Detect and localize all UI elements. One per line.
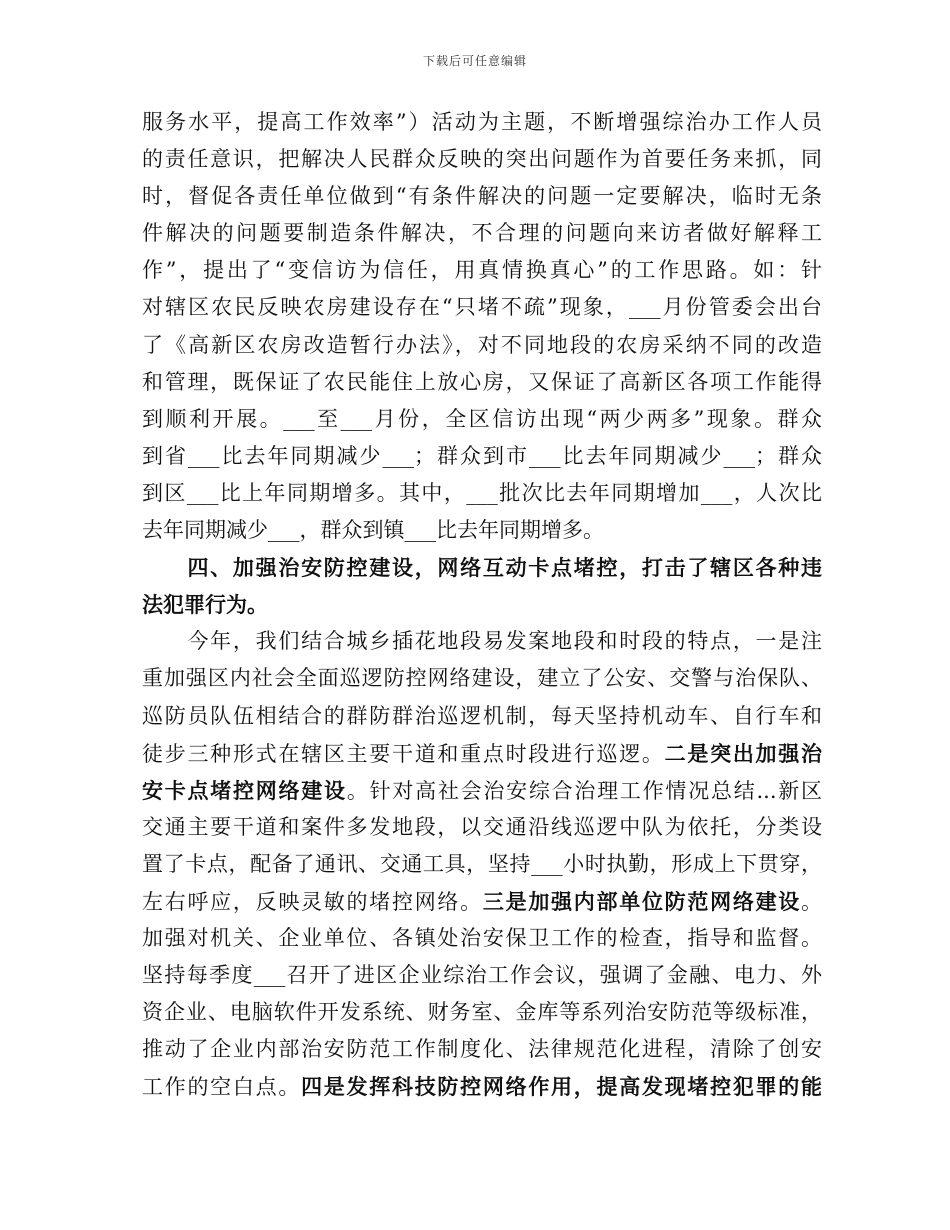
bold-text-run: 四是发挥科技防控网络作用，提高发现堵控犯罪的能 bbox=[301, 1074, 823, 1100]
text-run: 坚持每季度___召开了进区企业综治工作会议，强调了金融、电力、外 bbox=[142, 963, 822, 988]
text-line bbox=[142, 512, 822, 549]
text-run: 徒步三种形式在辖区主要干道和重点时段进行巡逻。 bbox=[142, 741, 665, 766]
text-line bbox=[142, 735, 822, 772]
text-run: 重加强区内社会全面巡逻防控网络建设，建立了公安、交警与治保队、 bbox=[142, 666, 822, 691]
text-run: 的责任意识，把解决人民群众反映的突出问题作为首要任务来抓，同 bbox=[142, 147, 822, 172]
text-line bbox=[142, 809, 822, 846]
text-line bbox=[142, 660, 822, 697]
text-line bbox=[142, 698, 822, 735]
text-run: 去年同期减少___，群众到镇___比去年同期增多。 bbox=[142, 518, 604, 543]
page-header-note: 下载后可任意编辑 bbox=[422, 54, 527, 68]
text-line bbox=[142, 1031, 822, 1068]
text-line bbox=[142, 586, 822, 623]
text-line bbox=[142, 401, 822, 438]
text-line bbox=[142, 327, 822, 364]
text-run: 今年，我们结合城乡插花地段易发案地段和时段的特点，一是注 bbox=[142, 629, 822, 654]
bold-text-run: 安卡点堵控网络建设 bbox=[142, 777, 347, 803]
text-line bbox=[142, 475, 822, 512]
text-line bbox=[142, 438, 822, 475]
text-line bbox=[142, 920, 822, 957]
text-run: 到省___比去年同期减少___；群众到市___比去年同期减少___；群众 bbox=[142, 443, 822, 468]
text-run: 时，督促各责任单位做到“有条件解决的问题一定要解决，临时无条 bbox=[142, 184, 822, 209]
text-line bbox=[142, 141, 822, 178]
text-line bbox=[142, 104, 822, 141]
text-run: 交通主要干道和案件多发地段，以交通沿线巡逻中队为依托，分类设 bbox=[142, 814, 822, 839]
text-line bbox=[142, 994, 822, 1031]
text-line bbox=[142, 178, 822, 215]
text-line bbox=[142, 623, 822, 660]
text-run: 对辖区农民反映农房建设存在“只堵不疏”现象，___月份管委会出台 bbox=[142, 295, 822, 320]
text-run: 。针对高社会治安综合治理工作情况总结...新区 bbox=[346, 778, 823, 803]
text-run: 加强对机关、企业单位、各镇处治安保卫工作的检查，指导和监督。 bbox=[142, 926, 822, 951]
text-line bbox=[142, 772, 822, 809]
text-run: 件解决的问题要制造条件解决，不合理的问题向来访者做好解释工 bbox=[142, 221, 822, 246]
text-run: 了《高新区农房改造暂行办法》，对不同地段的农房采纳不同的改造 bbox=[142, 332, 822, 357]
text-run: 和管理，既保证了农民能住上放心房，又保证了高新区各项工作能得 bbox=[142, 369, 822, 394]
text-run: 作”，提出了“变信访为信任，用真情换真心”的工作思路。如：针 bbox=[142, 258, 822, 283]
text-run: 到顺利开展。___至___月份，全区信访出现“两少两多”现象。群众 bbox=[142, 406, 822, 431]
bold-text-run: 二是突出加强治 bbox=[664, 740, 823, 766]
text-run: 推动了企业内部治安防范工作制度化、法律规范化进程，清除了创安 bbox=[142, 1037, 822, 1062]
text-line bbox=[142, 364, 822, 401]
text-line bbox=[142, 846, 822, 883]
text-line bbox=[142, 549, 822, 586]
text-line bbox=[142, 289, 822, 326]
text-run: 到区___比上年同期增多。其中，___批次比去年同期增加___，人次比 bbox=[142, 480, 822, 505]
bold-text-run: 三是加强内部单位防范网络建设 bbox=[482, 888, 802, 914]
text-run: 服务水平，提高工作效率”）活动为主题，不断增强综治办工作人员 bbox=[142, 110, 822, 134]
text-run: 左右呼应，反映灵敏的堵控网络。 bbox=[142, 889, 483, 914]
bold-text-run: 法犯罪行为。 bbox=[142, 592, 268, 618]
text-line bbox=[142, 957, 822, 994]
text-run: 资企业、电脑软件开发系统、财务室、金库等系列治安防范等级标准， bbox=[142, 1000, 822, 1025]
text-line bbox=[142, 215, 822, 252]
bold-text-run: 四、加强治安防控建设，网络互动卡点堵控，打击了辖区各种违 bbox=[142, 555, 822, 581]
document-body bbox=[142, 104, 822, 1106]
text-line bbox=[142, 883, 822, 920]
text-run: 巡防员队伍相结合的群防群治巡逻机制，每天坚持机动车、自行车和 bbox=[142, 703, 822, 728]
text-line bbox=[142, 1068, 822, 1105]
text-line bbox=[142, 252, 822, 289]
text-run: 。 bbox=[801, 889, 823, 914]
text-run: 置了卡点，配备了通讯、交通工具，坚持___小时执勤，形成上下贯穿， bbox=[142, 851, 822, 876]
text-run: 工作的空白点。 bbox=[142, 1075, 302, 1100]
